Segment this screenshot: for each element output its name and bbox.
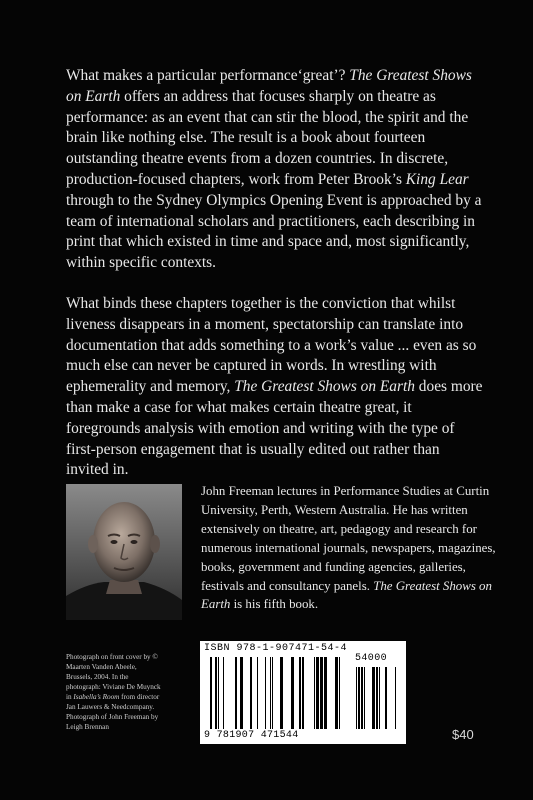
isbn-barcode <box>200 641 406 744</box>
barcode-bar <box>299 657 301 729</box>
barcode-bar <box>280 657 283 729</box>
barcode-bar <box>379 667 380 729</box>
book-title: The Greatest Shows on Earth <box>201 578 492 612</box>
barcode-bar <box>316 657 319 729</box>
barcode-bar <box>356 667 357 729</box>
barcode-bar <box>291 657 294 729</box>
work-title: Isabella’s Room <box>73 693 120 701</box>
barcode-bar <box>302 657 304 729</box>
barcode-bar <box>250 657 252 729</box>
isbn-label: ISBN 978-1-907471-54-4 <box>204 643 348 654</box>
barcode-bar <box>215 657 217 729</box>
barcode-bar <box>320 657 323 729</box>
author-photo <box>66 484 182 620</box>
photo-credit: Photograph on front cover by © Maarten Vanden Abeele, Brussels, 2004. In the photograph: Viviane De Muynck in Isabella’s Room from director Jan Lauwers & Needcompany. Photograph of John Freeman by Leigh Brennan <box>66 653 161 731</box>
barcode-bar <box>240 657 243 729</box>
barcode-bar <box>257 657 258 729</box>
barcode-bar <box>339 657 340 729</box>
book-title: The Greatest Shows on Earth <box>234 378 415 396</box>
barcode-bar <box>223 657 224 729</box>
barcode-bar <box>324 657 327 729</box>
blurb-paragraph-2: What binds these chapters together is the conviction that whilst liveness disappears in a moment, spectatorship can translate into documentation that adds something to a work’s value ... even as so much else can never be captured in words. In wrestling with ephemerality and memory, The Greatest Shows on Earth does more than make a case for what makes certain theatre great, it foregrounds analysis with emotion and writing with the type of first-person engagement that is usually edited out rather than invited in. <box>66 294 483 479</box>
barcode-bar <box>376 667 378 729</box>
barcode-bar <box>385 667 387 729</box>
barcode-bar <box>210 657 212 729</box>
barcode-bar <box>272 657 273 729</box>
book-title: The Greatest Shows on Earth <box>66 67 472 105</box>
barcode-bar <box>372 667 375 729</box>
ean-digits: 9 781907 471544 <box>204 730 299 741</box>
barcode-bar <box>314 657 315 729</box>
barcode-bar <box>235 657 237 729</box>
barcode-bar <box>218 657 219 729</box>
price: $40 <box>452 727 474 742</box>
author-bio: John Freeman lectures in Performance Studies at Curtin University, Perth, Western Australia. He has written extensively on theatre, art, pedagogy and research for numerous international journals, newspapers, magazines, books, government and funding agencies, galleries, festivals and consultancy panels. The Greatest Shows on Earth is his fifth book. <box>201 484 496 612</box>
barcode-bar <box>361 667 363 729</box>
barcode-bar <box>364 667 365 729</box>
blurb <box>66 66 486 501</box>
blurb-paragraph-1: What makes a particular performance‘great’? The Greatest Shows on Earth offers an address that focuses sharply on theatre as performance: as an event that can stir the blood, the spirit and the brain like nothing else. The result is a book about fourteen outstanding theatre events from a dozen countries. In discrete, production-focused chapters, work from Peter Brook’s King Lear through to the Sydney Olympics Opening Event is approached by a team of international scholars and practitioners, each describing in print that which existed in time and space and, most significantly, within specific contexts. <box>66 67 482 272</box>
barcode-bar <box>335 657 338 729</box>
work-title: King Lear <box>405 170 469 188</box>
barcode-bar <box>270 657 271 729</box>
barcode-bar <box>358 667 360 729</box>
barcode-bar <box>265 657 266 729</box>
addon-digits: 54000 <box>355 653 388 664</box>
barcode-bar <box>395 667 396 729</box>
